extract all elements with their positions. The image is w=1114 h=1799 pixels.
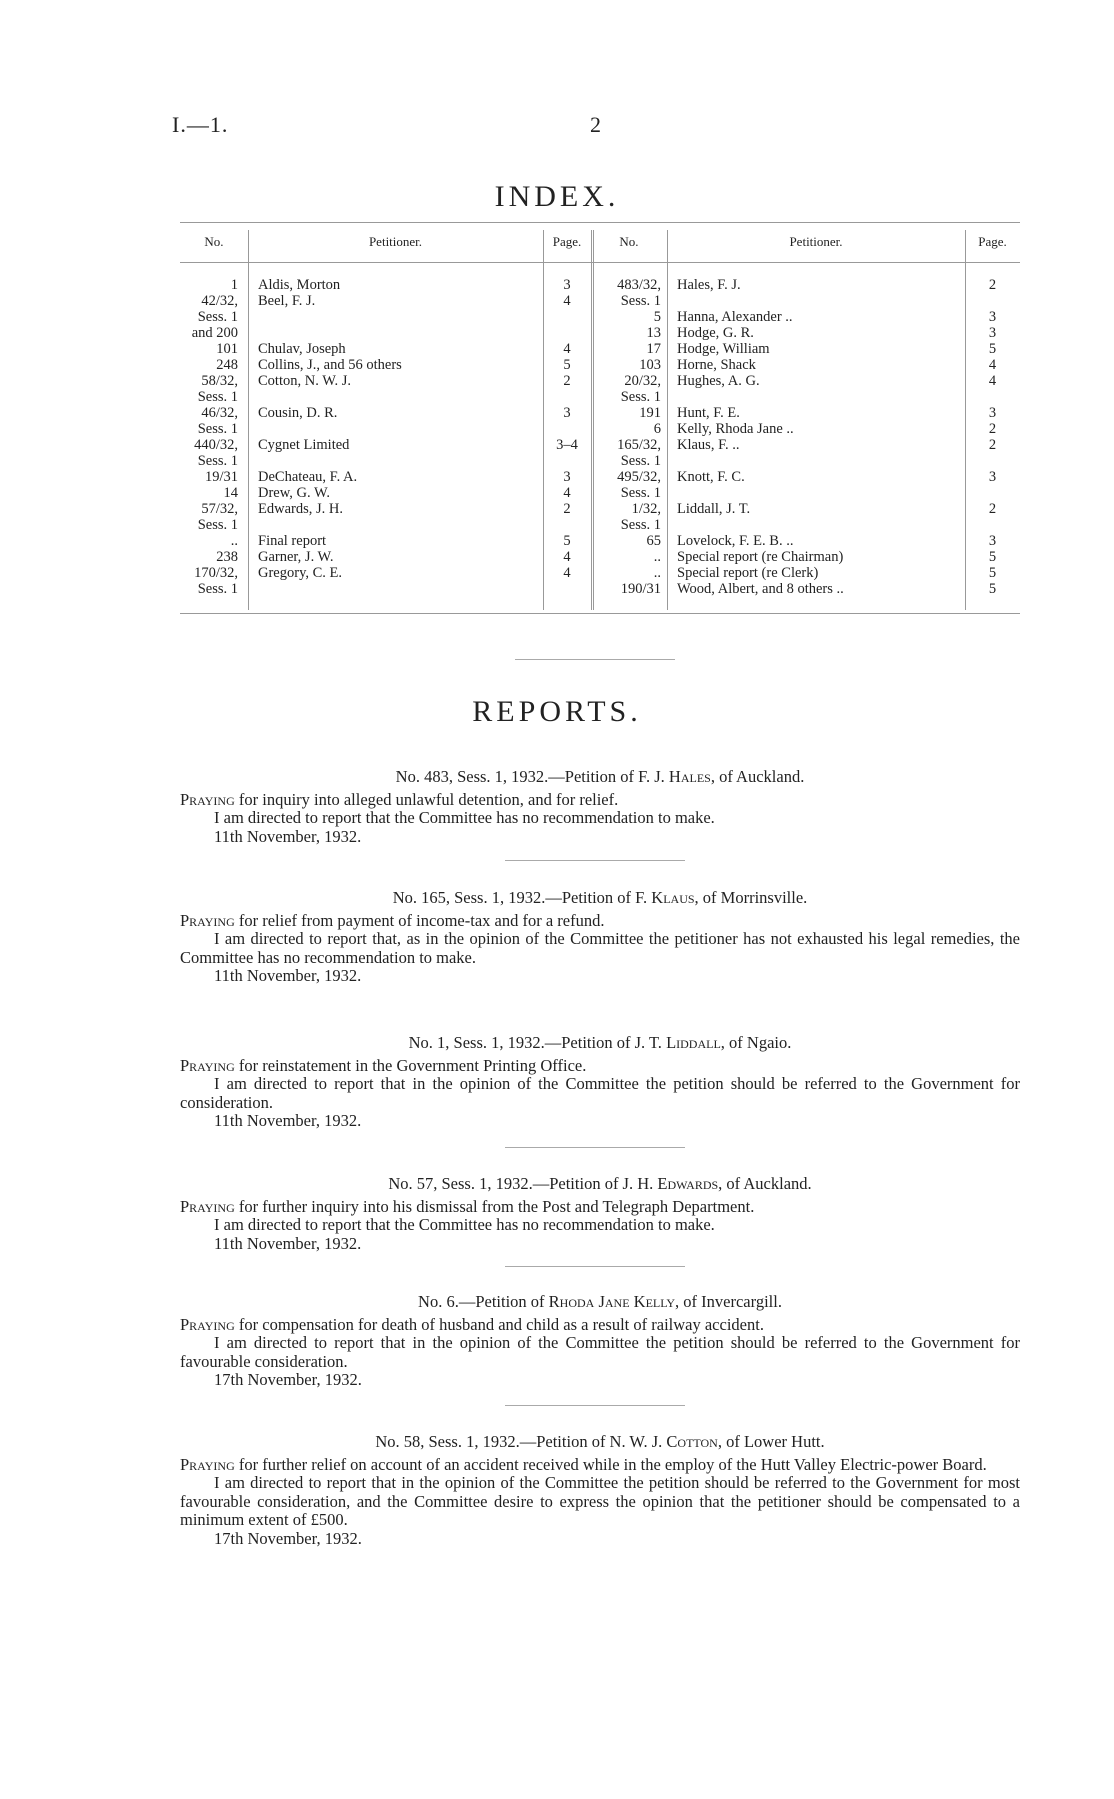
index-cell: 6 (653, 421, 661, 437)
index-cell: 170/32, (194, 565, 238, 581)
header-page-left: Page. (552, 234, 582, 249)
index-cell: Hughes, A. G. (677, 373, 760, 389)
report-body: I am directed to report that in the opinion of the Committee the petition should be referred to the Government for most favourable consideration, and the Committee desire to express the opinion that the petitioner should be compensated to a minimum extent of £500. (180, 1473, 1020, 1529)
index-cell: Chulav, Joseph (258, 341, 346, 357)
index-cell: 440/32, (194, 437, 238, 453)
index-cell: 3 (988, 469, 997, 485)
index-cell: 17 (646, 341, 661, 357)
report-body: I am directed to report that the Committee has no recommendation to make. (214, 1215, 715, 1234)
index-cell: 46/32, (201, 405, 238, 421)
table-rule (180, 613, 1020, 614)
report-praying: Praying for further inquiry into his dismissal from the Post and Telegraph Department. (180, 1196, 755, 1216)
right-page-column (965, 277, 1020, 597)
right-no-column (591, 277, 661, 597)
left-page-column (543, 277, 591, 597)
index-cell: 495/32, (617, 469, 661, 485)
index-cell: Lovelock, F. E. B. .. (677, 533, 794, 549)
index-cell: Sess. 1 (197, 517, 238, 533)
index-cell (677, 485, 957, 501)
report-separator (505, 1405, 685, 1406)
index-cell: 1 (230, 277, 238, 293)
index-cell: .. (653, 549, 661, 565)
index-cell (965, 485, 1020, 501)
report-body: I am directed to report that in the opinion of the Committee the petition should be referred to the Government for consideration. (180, 1074, 1020, 1112)
index-cell: Sess. 1 (620, 389, 661, 405)
index-cell: Sess. 1 (620, 453, 661, 469)
index-cell: Klaus, F. .. (677, 437, 740, 453)
report-body: I am directed to report that the Committee has no recommendation to make. (214, 808, 715, 827)
index-cell (965, 293, 1020, 309)
index-cell: 5 (988, 341, 997, 357)
index-cell: Sess. 1 (197, 309, 238, 325)
index-cell: Sess. 1 (197, 581, 238, 597)
index-cell: Special report (re Clerk) (677, 565, 819, 581)
index-cell: 165/32, (617, 437, 661, 453)
index-cell: 4 (563, 565, 571, 581)
report-date: 17th November, 1932. (214, 1370, 362, 1389)
report-praying: Praying for compensation for death of husband and child as a result of railway accident. (180, 1314, 764, 1334)
report-heading: No. 483, Sess. 1, 1932.—Petition of F. J. Hales, of Auckland. (395, 767, 805, 786)
index-cell: 248 (216, 357, 238, 373)
report-heading: No. 165, Sess. 1, 1932.—Petition of F. Klaus, of Morrinsville. (392, 888, 808, 907)
index-cell: 2 (988, 501, 997, 517)
index-cell (258, 421, 538, 437)
index-cell (965, 453, 1020, 469)
report-heading: No. 57, Sess. 1, 1932.—Petition of J. H. Edwards, of Auckland. (388, 1174, 812, 1193)
index-cell: Sess. 1 (197, 453, 238, 469)
index-cell: Sess. 1 (620, 485, 661, 501)
report-4 (180, 1293, 1020, 1390)
index-cell: Sess. 1 (620, 517, 661, 533)
report-separator (505, 860, 685, 861)
index-cell: Kelly, Rhoda Jane .. (677, 421, 794, 437)
left-petitioner-column (258, 277, 538, 597)
right-petitioner-column (677, 277, 957, 597)
report-separator (505, 1266, 685, 1267)
index-cell (543, 325, 591, 341)
index-cell: Knott, F. C. (677, 469, 745, 485)
index-cell: 5 (563, 357, 571, 373)
header-no-left: No. (204, 234, 224, 249)
index-cell: 4 (563, 549, 571, 565)
report-heading: No. 1, Sess. 1, 1932.—Petition of J. T. Liddall, of Ngaio. (408, 1033, 792, 1052)
index-cell: Sess. 1 (197, 389, 238, 405)
index-cell: 103 (639, 357, 661, 373)
index-cell (677, 453, 957, 469)
document-code: I.—1. (172, 112, 229, 137)
index-cell (543, 517, 591, 533)
index-cell (543, 453, 591, 469)
column-divider (248, 230, 249, 610)
index-cell: DeChateau, F. A. (258, 469, 358, 485)
index-cell (543, 581, 591, 597)
report-praying: Praying for inquiry into alleged unlawful detention, and for relief. (180, 789, 619, 809)
index-cell: Aldis, Morton (258, 277, 341, 293)
index-cell: 5 (653, 309, 661, 325)
index-cell: 14 (223, 485, 238, 501)
report-date: 11th November, 1932. (214, 1233, 362, 1253)
index-cell: Hodge, G. R. (677, 325, 754, 341)
index-cell: Gregory, C. E. (258, 565, 343, 581)
index-cell (965, 517, 1020, 533)
index-cell: .. (230, 533, 238, 549)
index-cell: 13 (646, 325, 661, 341)
report-praying: Praying for further relief on account of an accident received while in the employ of the Hutt Valley Electric-power Board. (180, 1454, 987, 1474)
index-cell: 101 (216, 341, 238, 357)
index-cell: 483/32, (617, 277, 661, 293)
left-no-column (180, 277, 238, 597)
index-cell: 3 (988, 325, 997, 341)
page-number: 2 (590, 112, 601, 137)
index-title: INDEX. (494, 180, 620, 213)
index-cell: Cotton, N. W. J. (258, 373, 352, 389)
index-cell (258, 581, 538, 597)
index-cell: 3–4 (556, 437, 578, 453)
index-cell: 4 (563, 341, 571, 357)
index-cell: 4 (988, 357, 997, 373)
report-body: I am directed to report that in the opinion of the Committee the petition should be referred to the Government for favourable consideration. (180, 1333, 1020, 1371)
index-cell: Cousin, D. R. (258, 405, 338, 421)
index-table (180, 222, 1020, 614)
report-heading: No. 6.—Petition of Rhoda Jane Kelly, of Invercargill. (418, 1292, 782, 1311)
index-cell: 2 (563, 501, 571, 517)
index-cell: 58/32, (201, 373, 238, 389)
report-0 (180, 768, 1020, 846)
index-cell: 4 (563, 293, 571, 309)
header-petitioner-right: Petitioner. (789, 234, 843, 249)
index-cell: 57/32, (201, 501, 238, 517)
index-cell (258, 453, 538, 469)
index-cell: 4 (563, 485, 571, 501)
header-page-right: Page. (978, 234, 1007, 249)
index-cell: 5 (988, 565, 997, 581)
report-separator (505, 1147, 685, 1148)
index-cell: and 200 (191, 325, 238, 341)
index-cell: Hales, F. J. (677, 277, 741, 293)
index-cell: 20/32, (624, 373, 661, 389)
index-cell: Cygnet Limited (258, 437, 350, 453)
index-cell: Garner, J. W. (258, 549, 334, 565)
header-no-right: No. (619, 234, 639, 249)
index-cell (677, 389, 957, 405)
index-cell: 2 (988, 437, 997, 453)
index-cell: 3 (988, 309, 997, 325)
index-cell: Hunt, F. E. (677, 405, 740, 421)
report-1 (180, 889, 1020, 986)
index-cell: .. (653, 565, 661, 581)
index-cell: Horne, Shack (677, 357, 756, 373)
index-cell: 3 (563, 405, 571, 421)
index-cell: Sess. 1 (620, 293, 661, 309)
index-cell: Hodge, William (677, 341, 770, 357)
index-cell: 65 (646, 533, 661, 549)
table-rule (180, 262, 1020, 263)
index-cell: Collins, J., and 56 others (258, 357, 402, 373)
index-cell (258, 389, 538, 405)
index-cell (677, 293, 957, 309)
report-date: 11th November, 1932. (214, 826, 362, 846)
index-cell: Wood, Albert, and 8 others .. (677, 581, 844, 597)
index-cell (258, 309, 538, 325)
column-divider (667, 230, 668, 610)
index-cell: 191 (639, 405, 661, 421)
index-cell: 2 (988, 421, 997, 437)
report-date: 11th November, 1932. (214, 966, 362, 985)
index-cell (258, 325, 538, 341)
index-cell: 42/32, (201, 293, 238, 309)
report-body: I am directed to report that, as in the opinion of the Committee the petitioner has not exhausted his legal remedies, the Committee has no recommendation to make. (180, 929, 1020, 967)
index-cell: 190/31 (620, 581, 661, 597)
index-cell (258, 517, 538, 533)
reports-title: REPORTS. (472, 695, 642, 728)
index-cell: 5 (988, 549, 997, 565)
index-cell (543, 421, 591, 437)
index-cell: 3 (988, 405, 997, 421)
index-cell: 2 (988, 277, 997, 293)
report-3 (180, 1175, 1020, 1253)
index-cell (543, 389, 591, 405)
index-cell: Final report (258, 533, 327, 549)
table-rule (180, 222, 1020, 223)
index-cell (543, 309, 591, 325)
index-cell: 238 (216, 549, 238, 565)
index-cell (677, 517, 957, 533)
index-cell: 4 (988, 373, 997, 389)
index-cell: 5 (988, 581, 997, 597)
index-cell: Special report (re Chairman) (677, 549, 844, 565)
index-cell: 3 (988, 533, 997, 549)
index-cell: Beel, F. J. (258, 293, 316, 309)
index-cell (965, 389, 1020, 405)
index-cell: 3 (563, 469, 571, 485)
report-praying: Praying for relief from payment of income-tax and for a refund. (180, 910, 605, 930)
index-cell: 5 (563, 533, 571, 549)
index-cell: 19/31 (204, 469, 238, 485)
report-date: 17th November, 1932. (214, 1528, 362, 1548)
section-separator (515, 659, 675, 660)
report-praying: Praying for reinstatement in the Government Printing Office. (180, 1055, 587, 1075)
report-date: 11th November, 1932. (214, 1111, 362, 1130)
header-petitioner-left: Petitioner. (368, 234, 423, 249)
index-cell: 1/32, (631, 501, 661, 517)
index-cell: Edwards, J. H. (258, 501, 343, 517)
index-cell: Drew, G. W. (258, 485, 330, 501)
report-heading: No. 58, Sess. 1, 1932.—Petition of N. W. J. Cotton, of Lower Hutt. (375, 1432, 825, 1451)
index-cell: 3 (563, 277, 571, 293)
index-cell: Sess. 1 (197, 421, 238, 437)
report-5 (180, 1433, 1020, 1548)
report-2 (180, 1034, 1020, 1131)
index-cell: 2 (563, 373, 571, 389)
index-cell: Hanna, Alexander .. (677, 309, 793, 325)
index-cell: Liddall, J. T. (677, 501, 751, 517)
